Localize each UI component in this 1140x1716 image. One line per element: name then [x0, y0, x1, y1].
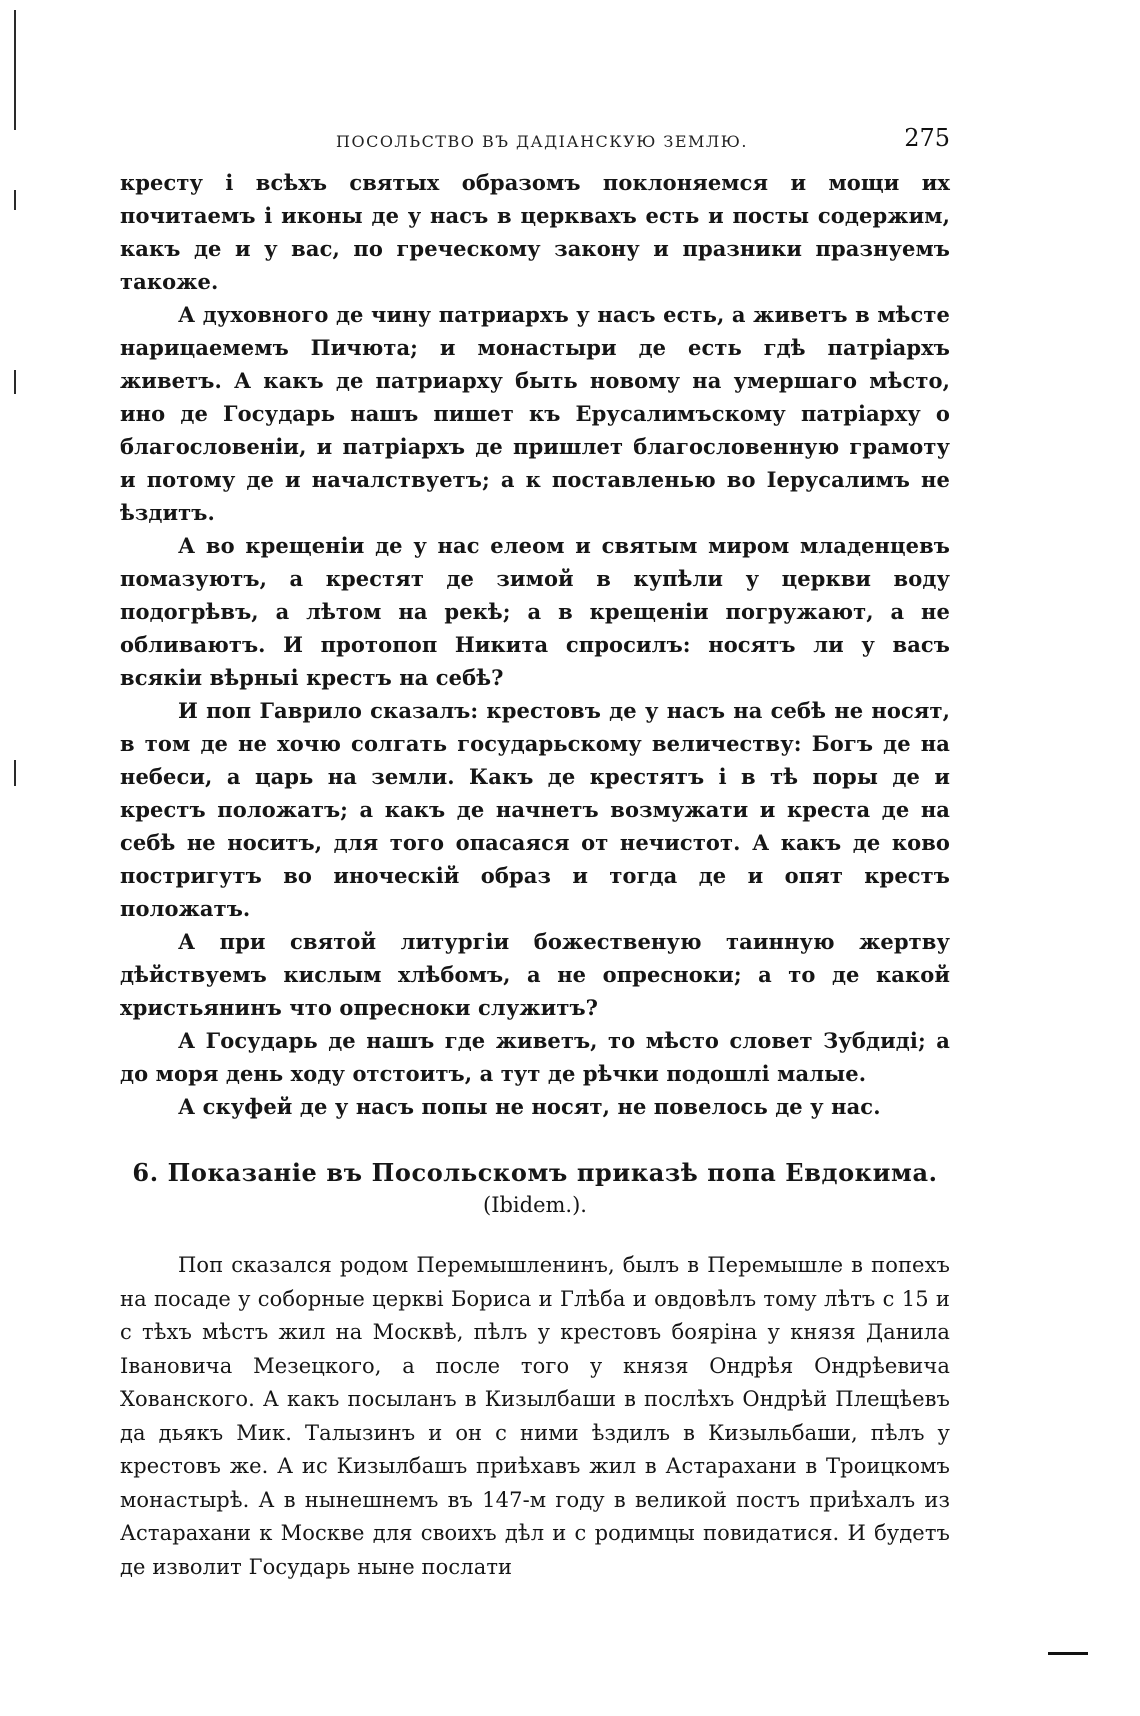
book-page: [120, 118, 950, 1584]
paragraph: Поп сказался родом Перемышленинъ, былъ в Перемышле в попехъ на посаде у соборные церкві Бориса и Глѣба и овдовѣлъ тому лѣтъ с 15 и с тѣхъ мѣстъ жил на Москвѣ, пѣлъ у крестовъ бояріна у князя Данила Івановича Мезецкого, а после того у князя Ондрѣя Ондрѣевича Хованского. А какъ посыланъ в Кизылбаши в послѣхъ Ондрѣй Плещѣевъ да дьякъ Мик. Талызинъ и он с ними ѣздилъ в Кизыльбаши, пѣлъ у крестовъ же. А ис Кизылбашъ приѣхавъ жил в Астарахани в Троицкомъ монастырѣ. А в нынешнемъ въ 147-м году в великой постъ приѣхалъ из Астарахани к Москве для своихъ дѣл и с родимцы повидатися. И будетъ де изволит Государь ныне послати: [120, 1253, 950, 1579]
running-head: [120, 118, 950, 158]
section-title: 6. Показаніе въ Посольскомъ приказѣ попа Евдокима.: [132, 1158, 938, 1187]
scan-edge-line: [14, 760, 16, 786]
section-source: (Ibidem.).: [483, 1193, 587, 1217]
paragraph: А духовного де чину патриархъ у насъ есть, а живетъ в мѣсте нарицаемемъ Пичюта; и монастыри де есть гдѣ патріархъ живетъ. А какъ де патриарху быть новому на умершаго мѣсто, ино де Государь нашъ пишет къ Ерусалимъскому патріарху о благословеніи, и патріархъ де пришлет благословенную грамоту и потому де и началствуетъ; а к поставленью во Іерусалимъ не ѣздитъ.: [120, 302, 950, 525]
body-text-upper: [120, 166, 950, 1123]
scan-edge-line: [14, 10, 16, 130]
paragraph: А скуфей де у насъ попы не носят, не повелось де у нас.: [178, 1094, 881, 1119]
section-heading: [120, 1157, 950, 1219]
paragraph: кресту і всѣхъ святых образомъ поклоняемся и мощи их почитаемъ і иконы де у насъ в церквахъ есть и посты содержим, какъ де и у вас, по греческому закону и празники празнуемъ такоже.: [120, 170, 950, 294]
paragraph: А при святой литургіи божественую таинную жертву дѣйствуемъ кислым хлѣбомъ, а не опресноки; а то де какой христьянинъ что опресноки служитъ?: [120, 929, 950, 1020]
body-text-lower: [120, 1249, 950, 1584]
paragraph: И поп Гаврило сказалъ: крестовъ де у насъ на себѣ не носят, в том де не хочю солгать государьскому величеству: Богъ де на небеси, а царь на земли. Какъ де крестятъ і в тѣ поры де и крестъ положатъ; а какъ де начнетъ возмужати и креста де на себѣ не носитъ, для того опасаяся от нечистот. А какъ де ково постригутъ во иноческій образ и тогда де и опят крестъ положатъ.: [120, 698, 950, 921]
margin-dash-mark: [1048, 1652, 1088, 1655]
scan-edge-line: [14, 370, 16, 394]
page-number: 275: [904, 124, 950, 152]
paragraph: А Государь де нашъ где живетъ, то мѣсто словет Зубдиді; а до моря день ходу отстоитъ, а тут де рѣчки подошлі малые.: [120, 1028, 950, 1086]
paragraph: А во крещеніи де у нас елеом и святым миром младенцевъ помазуютъ, а крестят де зимой в купѣли у церкви воду подогрѣвъ, а лѣтом на рекѣ; а в крещеніи погружают, а не обливаютъ. И протопоп Никита спросилъ: носятъ ли у васъ всякіи вѣрныі крестъ на себѣ?: [120, 533, 950, 690]
running-title: ПОСОЛЬСТВО ВЪ ДАДІАНСКУЮ ЗЕМЛЮ.: [336, 132, 748, 151]
scan-edge-line: [14, 190, 16, 210]
